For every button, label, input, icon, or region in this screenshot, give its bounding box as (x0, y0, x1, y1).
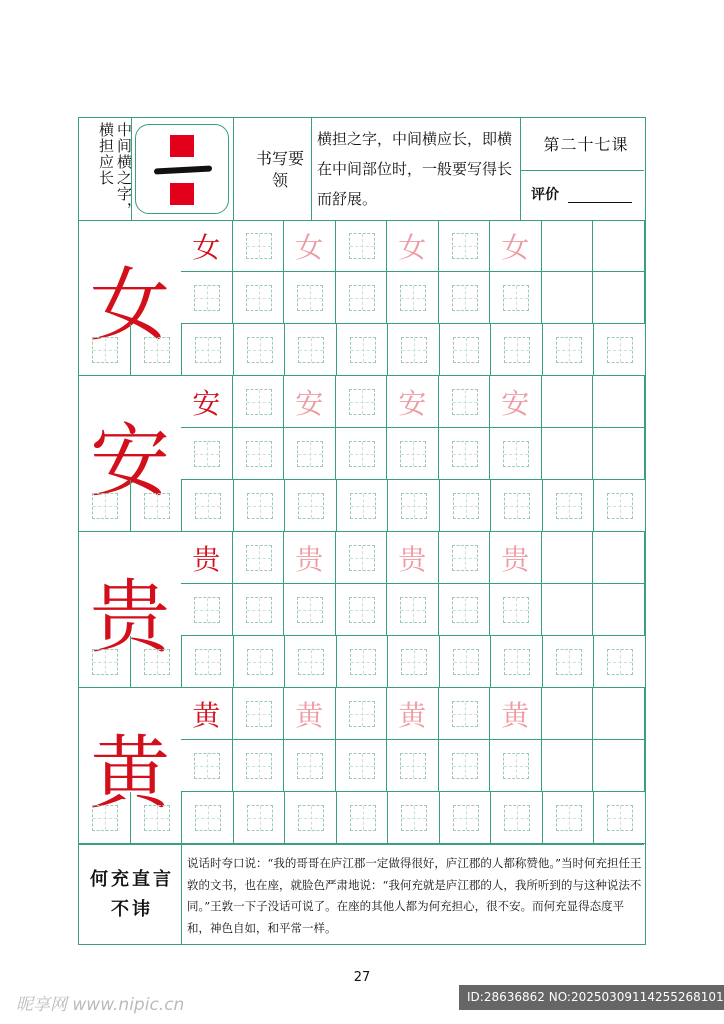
practice-cell[interactable] (542, 428, 594, 480)
example-character: 女 (192, 230, 221, 264)
example-character: 黄 (192, 698, 221, 732)
practice-cell[interactable] (336, 220, 388, 272)
practice-cell[interactable] (233, 584, 285, 636)
practice-cell[interactable] (284, 740, 336, 792)
practice-cell[interactable] (439, 220, 491, 272)
practice-cell[interactable] (490, 376, 542, 428)
practice-cell[interactable] (284, 376, 336, 428)
practice-cell[interactable] (336, 532, 388, 584)
practice-cell[interactable] (181, 688, 233, 740)
trace-character: 贵 (398, 542, 427, 576)
practice-cell[interactable] (490, 688, 542, 740)
practice-cell[interactable] (234, 324, 286, 376)
practice-cell[interactable] (131, 792, 183, 844)
trace-character: 安 (501, 386, 530, 420)
practice-cell[interactable] (440, 636, 492, 688)
practice-cell[interactable] (594, 324, 646, 376)
practice-cell[interactable] (285, 792, 337, 844)
practice-cell[interactable] (285, 636, 337, 688)
model-character: 安 (90, 414, 170, 508)
header-row (79, 118, 644, 221)
practice-cell[interactable] (387, 584, 439, 636)
practice-sheet (78, 117, 646, 945)
story-text: 说话时夸口说：“我的哥哥在庐江郡一定做得很好，庐江郡的人都称赞他。”当时何充担任王敦的文书，也在座，就脸色严肃地说：“我何充就是庐江郡的人，我所听到的与这种说法不同。”王敦一下子没话可说了。在座的其他人都为何充担心，很不安。而何充显得态度平和，神色自如，和平常一样。 (187, 856, 642, 935)
practice-cell[interactable] (336, 428, 388, 480)
trace-character: 贵 (295, 542, 324, 576)
practice-cell[interactable] (543, 792, 595, 844)
practice-cell[interactable] (79, 792, 131, 844)
practice-cell[interactable] (337, 324, 389, 376)
idiom-title: 何充直言不讳 (90, 869, 174, 920)
practice-cell[interactable] (593, 532, 645, 584)
rule-vertical-text: 中间横之字，横担应长 (97, 122, 133, 218)
stroke-char-bar (154, 165, 212, 174)
practice-cell[interactable] (131, 636, 183, 688)
eval-blank[interactable] (568, 202, 632, 203)
practice-cell[interactable] (234, 636, 286, 688)
practice-cell[interactable] (336, 584, 388, 636)
practice-cell[interactable] (594, 636, 646, 688)
practice-cell[interactable] (491, 792, 543, 844)
eval-label: 评价 (531, 187, 559, 203)
practice-cell[interactable] (388, 792, 440, 844)
practice-cell[interactable] (542, 376, 594, 428)
practice-cell[interactable] (543, 480, 595, 532)
practice-cell[interactable] (593, 584, 645, 636)
practice-cell[interactable] (542, 740, 594, 792)
practice-cell[interactable] (440, 324, 492, 376)
practice-cell[interactable] (387, 220, 439, 272)
practice-cell[interactable] (542, 584, 594, 636)
model-character: 贵 (90, 570, 170, 664)
practice-cell[interactable] (387, 272, 439, 324)
practice-cell[interactable] (439, 428, 491, 480)
practice-cell[interactable] (439, 740, 491, 792)
practice-cell[interactable] (233, 688, 285, 740)
practice-cell[interactable] (233, 428, 285, 480)
practice-cell[interactable] (593, 376, 645, 428)
practice-cell[interactable] (388, 480, 440, 532)
trace-character: 安 (295, 386, 324, 420)
practice-cell[interactable] (284, 272, 336, 324)
practice-cell[interactable] (131, 324, 183, 376)
practice-cell[interactable] (543, 324, 595, 376)
practice-cell[interactable] (387, 688, 439, 740)
practice-cell[interactable] (234, 480, 286, 532)
practice-cell[interactable] (439, 532, 491, 584)
practice-cell[interactable] (233, 272, 285, 324)
page-number: 27 (353, 970, 371, 985)
example-character: 贵 (192, 542, 221, 576)
practice-cell[interactable] (181, 584, 233, 636)
practice-cell[interactable] (542, 220, 594, 272)
practice-cell[interactable] (131, 480, 183, 532)
trace-character: 贵 (501, 542, 530, 576)
red-marker-top (170, 135, 194, 157)
trace-character: 黄 (501, 698, 530, 732)
trace-character: 安 (398, 386, 427, 420)
practice-cell[interactable] (284, 428, 336, 480)
practice-cell[interactable] (439, 272, 491, 324)
practice-cell[interactable] (181, 376, 233, 428)
practice-cell[interactable] (233, 220, 285, 272)
practice-cell[interactable] (440, 480, 492, 532)
practice-cell[interactable] (490, 740, 542, 792)
practice-cell[interactable] (79, 480, 131, 532)
practice-cell[interactable] (182, 324, 234, 376)
practice-cell[interactable] (542, 532, 594, 584)
practice-cell[interactable] (387, 532, 439, 584)
practice-cell[interactable] (79, 324, 131, 376)
practice-cell[interactable] (336, 740, 388, 792)
practice-cell[interactable] (233, 376, 285, 428)
practice-cell[interactable] (181, 428, 233, 480)
guide-label: 书写要领 (255, 149, 304, 190)
practice-cell[interactable] (439, 688, 491, 740)
practice-cell[interactable] (181, 532, 233, 584)
watermark-right: ID:28636862 NO:20250309114255268101 (459, 985, 724, 1010)
practice-cell[interactable] (490, 532, 542, 584)
practice-cell[interactable] (490, 428, 542, 480)
trace-character: 女 (295, 230, 324, 264)
practice-cell[interactable] (285, 480, 337, 532)
model-character: 黄 (90, 726, 170, 820)
practice-cell[interactable] (594, 480, 646, 532)
practice-cell[interactable] (542, 272, 594, 324)
practice-cell[interactable] (593, 428, 645, 480)
practice-cell[interactable] (337, 636, 389, 688)
practice-cell[interactable] (284, 532, 336, 584)
watermark-left: 昵享网 www.nipic.cn (16, 995, 185, 1015)
practice-cell[interactable] (336, 376, 388, 428)
practice-cell[interactable] (593, 272, 645, 324)
practice-cell[interactable] (182, 636, 234, 688)
stroke-example (135, 124, 229, 214)
example-character: 安 (192, 386, 221, 420)
practice-cell[interactable] (388, 324, 440, 376)
model-character: 女 (90, 258, 170, 352)
practice-cell[interactable] (593, 740, 645, 792)
practice-cell[interactable] (387, 428, 439, 480)
practice-cell[interactable] (594, 792, 646, 844)
practice-cell[interactable] (387, 740, 439, 792)
practice-cell[interactable] (336, 688, 388, 740)
lesson-title: 第二十七课 (543, 135, 629, 154)
practice-cell[interactable] (490, 220, 542, 272)
trace-character: 黄 (295, 698, 324, 732)
practice-cell[interactable] (181, 220, 233, 272)
practice-cell[interactable] (284, 220, 336, 272)
practice-cell[interactable] (181, 272, 233, 324)
practice-cell[interactable] (182, 480, 234, 532)
practice-cell[interactable] (490, 584, 542, 636)
practice-cell[interactable] (233, 532, 285, 584)
practice-cell[interactable] (543, 636, 595, 688)
practice-cell[interactable] (79, 636, 131, 688)
practice-cell[interactable] (490, 272, 542, 324)
practice-cell[interactable] (491, 636, 543, 688)
red-marker-bottom (170, 183, 194, 205)
practice-cell[interactable] (542, 688, 594, 740)
practice-cell[interactable] (234, 792, 286, 844)
practice-cell[interactable] (491, 324, 543, 376)
practice-cell[interactable] (233, 740, 285, 792)
practice-cell[interactable] (182, 792, 234, 844)
trace-character: 女 (398, 230, 427, 264)
practice-cell[interactable] (284, 584, 336, 636)
guide-text: 横担之字，中间横应长，即横在中间部位时，一般要写得长而舒展。 (317, 130, 513, 208)
practice-cell[interactable] (491, 480, 543, 532)
trace-character: 女 (501, 230, 530, 264)
practice-cell[interactable] (284, 688, 336, 740)
practice-cell[interactable] (336, 272, 388, 324)
practice-cell[interactable] (285, 324, 337, 376)
story-section (79, 844, 644, 945)
trace-character: 黄 (398, 698, 427, 732)
practice-cell[interactable] (440, 792, 492, 844)
practice-cell[interactable] (439, 376, 491, 428)
practice-cell[interactable] (337, 480, 389, 532)
practice-cell[interactable] (439, 584, 491, 636)
practice-cell[interactable] (387, 376, 439, 428)
practice-cell[interactable] (181, 740, 233, 792)
practice-cell[interactable] (337, 792, 389, 844)
practice-cell[interactable] (593, 688, 645, 740)
practice-cell[interactable] (593, 220, 645, 272)
practice-cell[interactable] (388, 636, 440, 688)
